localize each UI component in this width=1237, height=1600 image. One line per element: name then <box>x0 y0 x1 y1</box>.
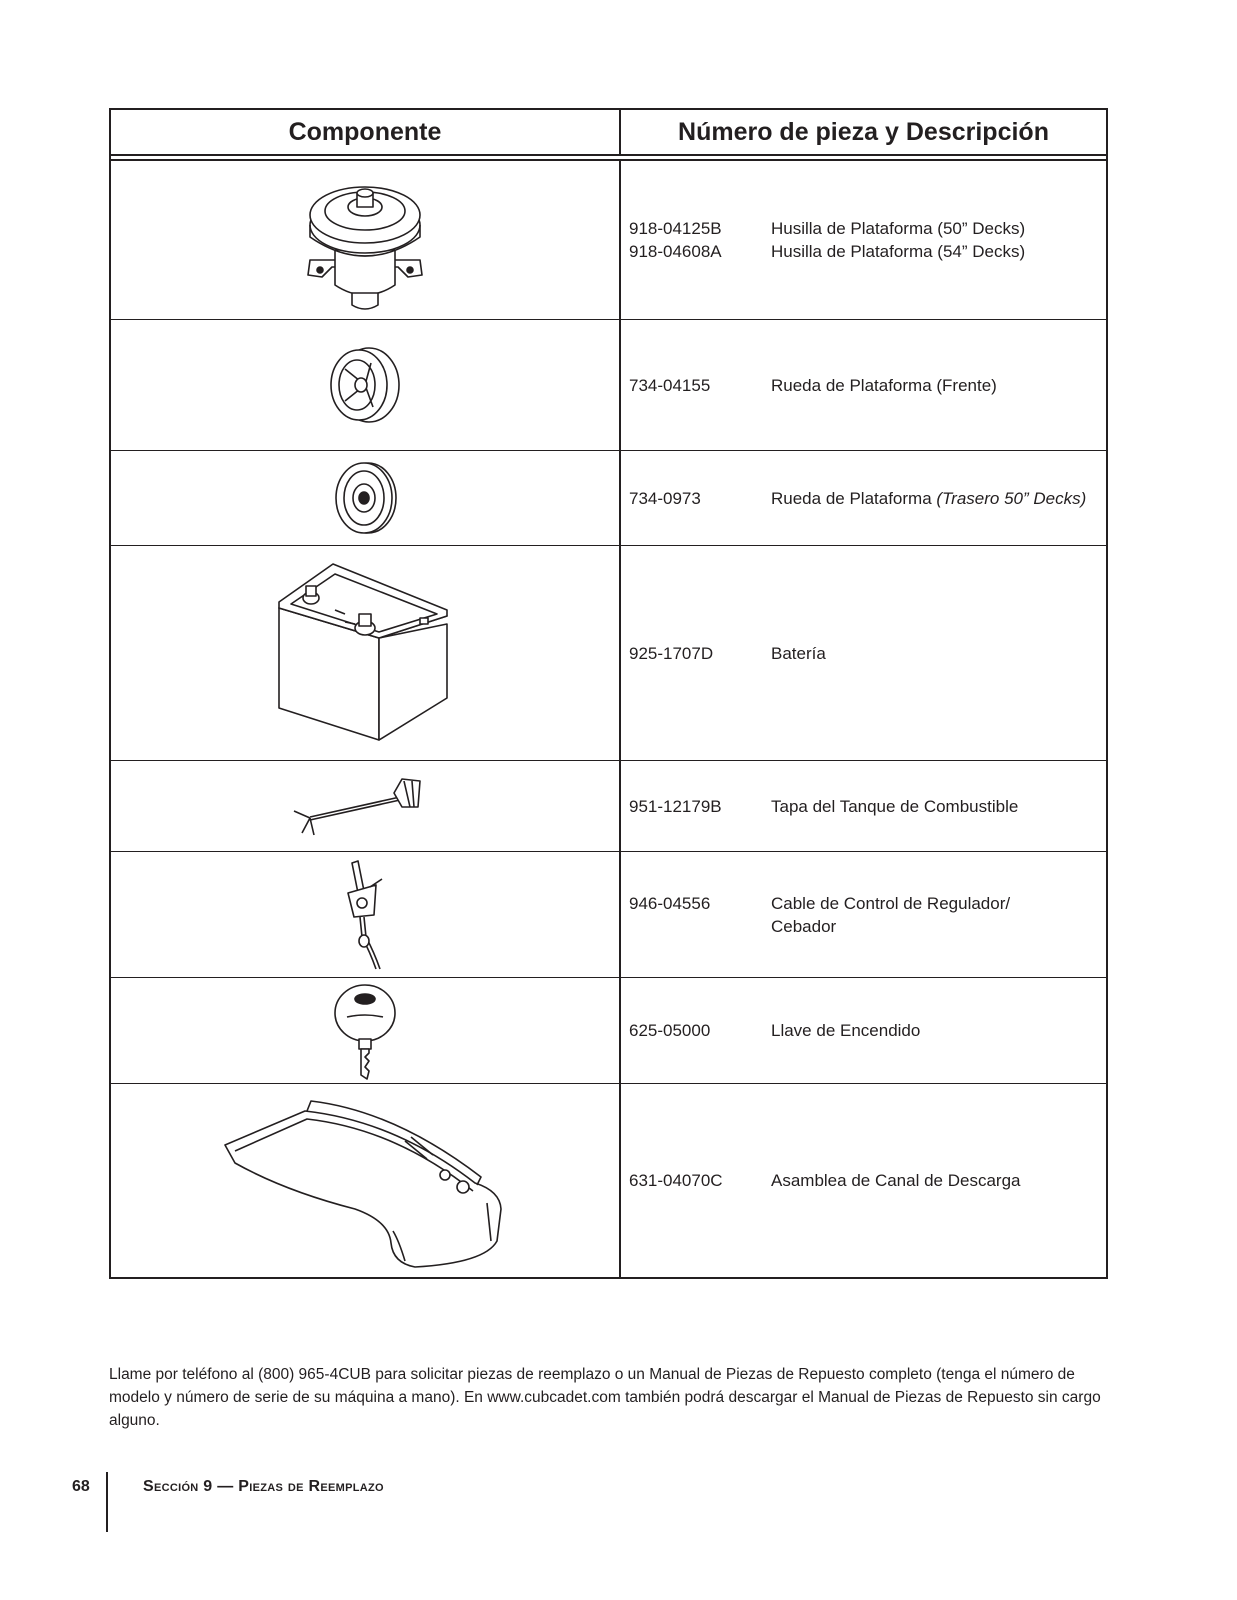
description-cell <box>621 546 1106 760</box>
part-description: Rueda de Plataforma (Frente) <box>771 375 997 395</box>
component-cell <box>111 761 621 851</box>
part-number: 951-12179B <box>629 796 722 816</box>
part-number: 734-04155 <box>629 375 711 395</box>
table-row <box>111 545 1106 760</box>
part-number: 946-04556 <box>629 893 711 913</box>
part-description: Asamblea de Canal de Descarga <box>771 1171 1021 1190</box>
component-cell <box>111 320 621 450</box>
part-number <box>629 915 771 938</box>
part-description: Cable de Control de Regulador/ <box>771 893 1011 913</box>
part-number: 625-05000 <box>629 1021 711 1040</box>
part-number: 918-04608A <box>629 242 722 261</box>
ordering-note: Llame por teléfono al (800) 965-4CUB para solicitar piezas de reemplazo o un Manual de Piezas de Repuesto completo (tenga el número de modelo y número de serie de su máquina a mano). En www.cubcadet.com también podrá descargar el Manual de Piezas de Repuesto sin cargo alguno. <box>109 1366 1101 1429</box>
description-cell <box>621 852 1106 977</box>
part-description: Husilla de Plataforma (54” Decks) <box>771 242 1026 261</box>
component-cell <box>111 451 621 545</box>
part-description: Batería <box>771 643 826 663</box>
page-footer <box>0 1472 1237 1532</box>
discharge-chute-icon <box>215 1091 515 1271</box>
part-description: Cebador <box>771 916 837 936</box>
part-number: 631-04070C <box>629 1171 723 1190</box>
component-cell <box>111 1084 621 1277</box>
table-row <box>111 450 1106 545</box>
description-cell <box>621 978 1106 1083</box>
control-cable-icon <box>330 857 400 972</box>
spindle-icon <box>300 165 430 315</box>
table-header <box>111 110 1106 156</box>
part-number: 925-1707D <box>629 643 714 663</box>
component-cell <box>111 852 621 977</box>
header-description: Número de pieza y Descripción <box>678 117 1049 146</box>
table-row <box>111 160 1106 319</box>
parts-table <box>109 108 1108 1279</box>
part-description: Husilla de Plataforma (50” Decks) <box>771 219 1026 238</box>
description-cell <box>621 1084 1106 1277</box>
front-wheel-icon <box>325 345 405 425</box>
component-cell <box>111 546 621 760</box>
table-row <box>111 977 1106 1083</box>
description-cell <box>621 320 1106 450</box>
table-row <box>111 760 1106 851</box>
rear-wheel-icon <box>330 460 400 536</box>
table-row <box>111 1083 1106 1277</box>
part-description: Tapa del Tanque de Combustible <box>771 796 1019 816</box>
component-cell <box>111 978 621 1083</box>
part-number: 734-0973 <box>629 488 701 508</box>
section-title: Sección 9 — Piezas de Reemplazo <box>143 1478 384 1495</box>
component-cell <box>111 161 621 319</box>
part-description: Llave de Encendido <box>771 1021 921 1040</box>
part-number: 918-04125B <box>629 219 722 238</box>
description-cell <box>621 161 1106 319</box>
part-description: Rueda de Plataforma (Trasero 50” Decks) <box>771 488 1087 508</box>
fuel-cap-icon <box>290 771 440 841</box>
page-number: 68 <box>72 1478 90 1495</box>
table-row <box>111 851 1106 977</box>
ignition-key-icon <box>325 981 405 1081</box>
table-row <box>111 319 1106 450</box>
description-cell <box>621 451 1106 545</box>
header-component: Componente <box>111 110 621 154</box>
footer-divider <box>106 1472 108 1532</box>
battery-icon <box>275 558 455 748</box>
description-cell <box>621 761 1106 851</box>
part-description-note: (Trasero 50” Decks) <box>936 488 1087 508</box>
